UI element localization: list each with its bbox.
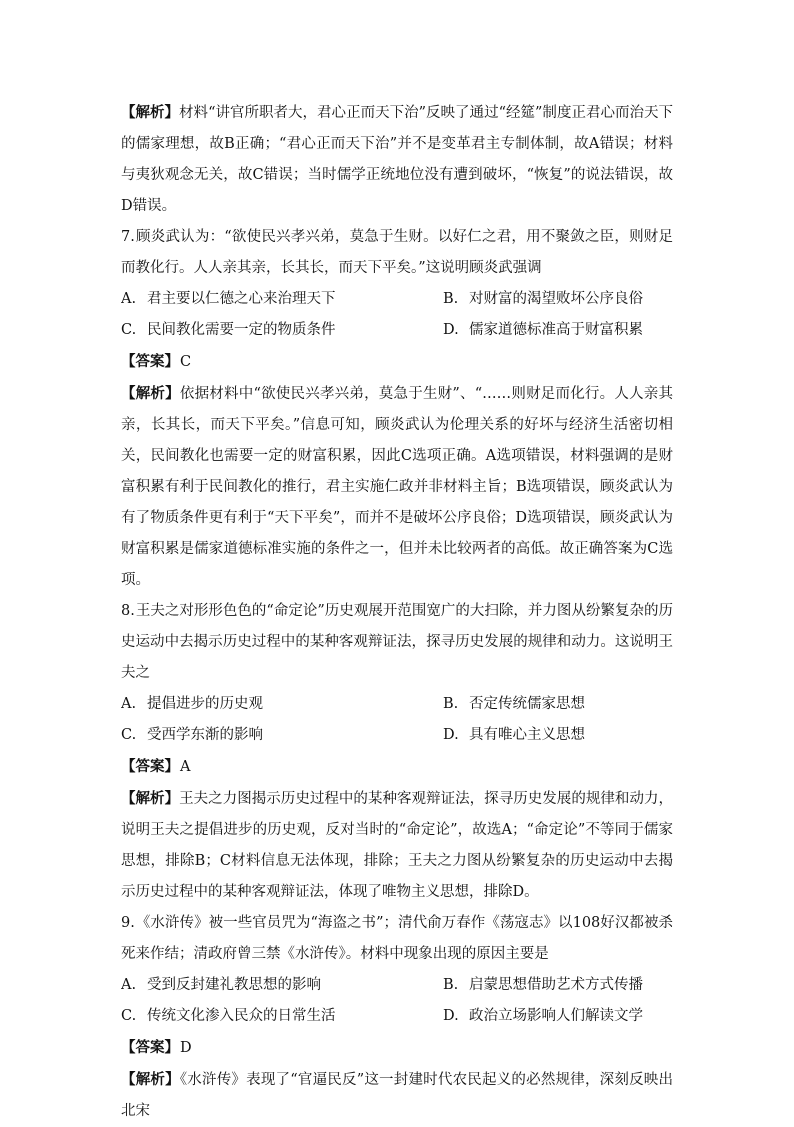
option-letter: A. [121,977,137,993]
option-text: 提倡进步的历史观 [147,696,263,712]
question-number: 9. [121,915,135,931]
analysis-tag: 【解析】 [121,104,180,121]
question-stem-text: 顾炎武认为：“欲使民兴孝兴弟，莫急于生财。以好仁之君，用不聚敛之臣，则财足而教化行。人人亲其亲，长其长，而天下平矣。”这说明顾炎武强调 [121,229,673,276]
option-letter: C. [121,727,137,743]
option-letter: D. [443,322,459,338]
option-letter: A. [121,291,137,307]
answer-value: A [180,759,191,775]
option-b [443,284,673,315]
question-stem-q8 [121,596,673,689]
option-c [121,1001,443,1032]
answer-value: D [180,1040,192,1056]
question-stem-q7 [121,222,673,284]
option-c [121,720,443,751]
option-text: 民间教化需要一定的物质条件 [147,322,336,338]
option-letter: B. [443,977,459,993]
analysis-paragraph-q6 [121,97,673,222]
answer-q7 [121,346,673,378]
option-d [443,1001,673,1032]
options-q7 [121,284,673,346]
analysis-tag: 【解析】 [121,1071,180,1088]
option-text: 君主要以仁德之心来治理天下 [147,291,336,307]
analysis-text: 王夫之力图揭示历史过程中的某种客观辩证法，探寻历史发展的规律和动力，说明王夫之提倡进步的历史观，反对当时的“命定论”，故选A；“命定论”不等同于儒家思想，排除B；C材料信息无法体现，排除；王夫之力图从纷繁复杂的历史运动中去揭示历史过程中的某种客观辩证法，体现了唯物主义思想，排除D。 [121,791,673,900]
answer-tag: 【答案】 [121,353,179,370]
option-b [443,970,673,1001]
option-b [443,689,673,720]
option-text: 受西学东渐的影响 [147,727,263,743]
question-number: 7. [121,229,135,245]
answer-value: C [180,354,192,370]
option-text: 政治立场影响人们解读文学 [469,1008,643,1024]
option-d [443,720,673,751]
option-text: 传统文化渗入民众的日常生活 [147,1008,336,1024]
analysis-text: 材料“讲官所职者大，君心正而天下治”反映了通过“经筵”制度正君心而治天下的儒家理想，故B正确；“君心正而天下治”并不是变革君主专制体制，故A错误；材料与夷狄观念无关，故C错误；当时儒学正统地位没有遭到破坏，“恢复”的说法错误，故D错误。 [121,105,674,214]
document-body [121,97,673,1127]
options-q9 [121,970,673,1032]
option-text: 具有唯心主义思想 [469,727,585,743]
option-text: 启蒙思想借助艺术方式传播 [469,977,643,993]
analysis-tag: 【解析】 [121,385,180,402]
option-c [121,315,443,346]
question-number: 8. [121,603,135,619]
answer-tag: 【答案】 [121,758,179,775]
option-letter: B. [443,696,459,712]
answer-q8 [121,751,673,783]
answer-tag: 【答案】 [121,1039,179,1056]
option-text: 否定传统儒家思想 [469,696,585,712]
option-text: 受到反封建礼教思想的影响 [147,977,321,993]
option-text: 对财富的渴望败坏公序良俗 [469,291,643,307]
option-a [121,689,443,720]
question-stem-q9 [121,908,673,970]
option-letter: A. [121,696,137,712]
analysis-paragraph-q7 [121,378,673,596]
analysis-text: 依据材料中“欲使民兴孝兴弟，莫急于生财”、“……则财足而化行。人人亲其亲，长其长，而天下平矣。”信息可知，顾炎武认为伦理关系的好坏与经济生活密切相关，民间教化也需要一定的财富积累，因此C选项正确。A选项错误，材料强调的是财富积累有利于民间教化的推行，君主实施仁政并非材料主旨；B选项错误，顾炎武认为有了物质条件更有利于“天下平矣”，而并不是破坏公序良俗；D选项错误，顾炎武认为财富积累是儒家道德标准实施的条件之一，但并未比较两者的高低。故正确答案为C选项。 [121,386,673,588]
option-letter: C. [121,322,137,338]
answer-q9 [121,1032,673,1064]
option-a [121,284,443,315]
option-a [121,970,443,1001]
option-letter: D. [443,1008,459,1024]
option-letter: B. [443,291,459,307]
analysis-paragraph-q9 [121,1064,673,1127]
option-letter: D. [443,727,459,743]
option-text: 儒家道德标准高于财富积累 [469,322,643,338]
option-d [443,315,673,346]
question-stem-text: 王夫之对形形色色的“命定论”历史观展开范围宽广的大扫除，并力图从纷繁复杂的历史运动中去揭示历史过程中的某种客观辩证法，探寻历史发展的规律和动力。这说明王夫之 [121,603,673,681]
analysis-paragraph-q8 [121,783,673,908]
analysis-text: 《水浒传》表现了“官逼民反”这一封建时代农民起义的必然规律，深刻反映出北宋 [121,1072,674,1119]
options-q8 [121,689,673,751]
option-letter: C. [121,1008,137,1024]
question-stem-text: 《水浒传》被一些官员咒为“海盗之书”；清代俞万春作《荡寇志》以108好汉都被杀死来作结；清政府曾三禁《水浒传》。材料中现象出现的原因主要是 [121,915,673,962]
analysis-tag: 【解析】 [121,790,180,807]
